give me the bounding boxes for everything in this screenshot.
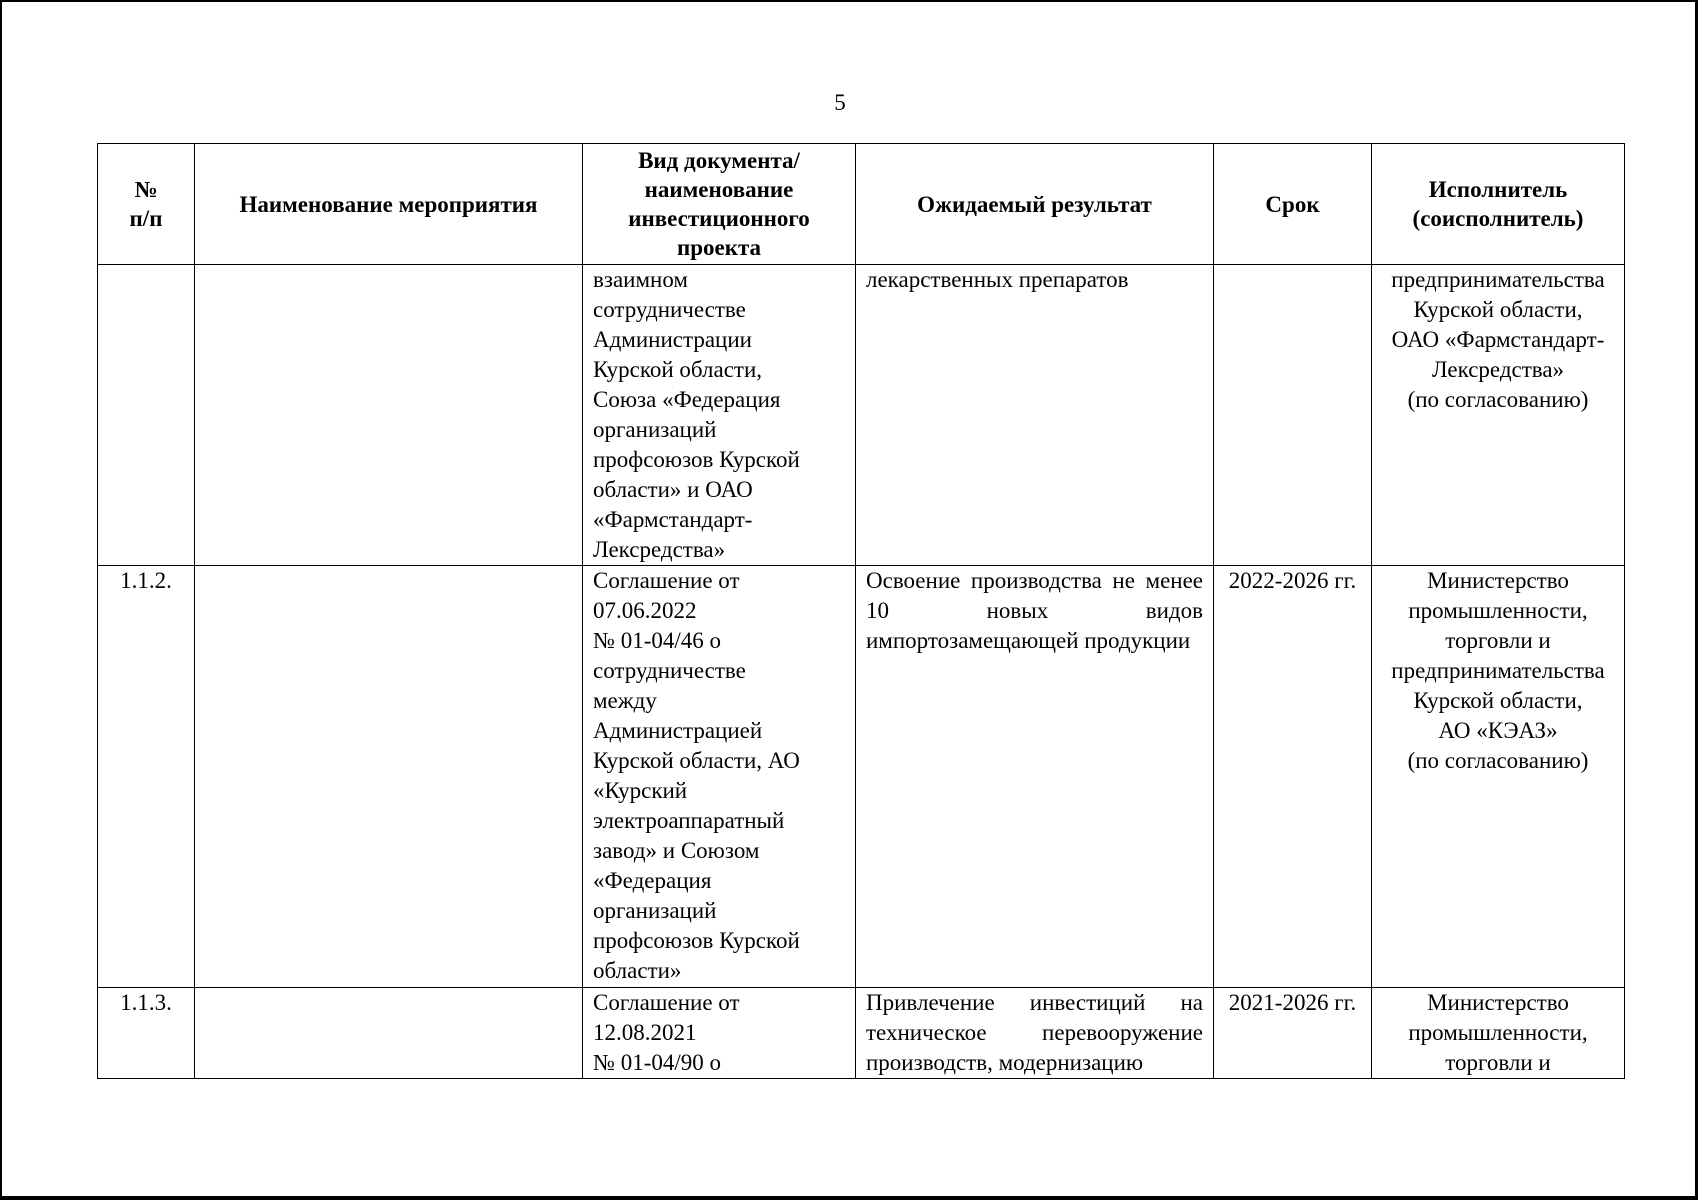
cell-event-name bbox=[195, 265, 583, 566]
header-expected-result: Ожидаемый результат bbox=[856, 144, 1214, 265]
cell-term: 2022-2026 гг. bbox=[1214, 566, 1372, 988]
cell-number: 1.1.2. bbox=[98, 566, 195, 988]
header-document-type: Вид документа/ наименование инвестиционного проекта bbox=[583, 144, 856, 265]
table-row bbox=[98, 988, 1625, 1079]
cell-number bbox=[98, 265, 195, 566]
header-event-name: Наименование мероприятия bbox=[195, 144, 583, 265]
cell-document: Соглашение от 07.06.2022 № 01-04/46 о сотрудничестве между Администрацией Курской области, АО «Курский электроаппаратный завод» и Союзом «Федерация организаций профсоюзов Курской области» bbox=[583, 566, 856, 988]
table-row bbox=[98, 265, 1625, 566]
header-term: Срок bbox=[1214, 144, 1372, 265]
table-row bbox=[98, 566, 1625, 988]
cell-document: Соглашение от 12.08.2021 № 01-04/90 о bbox=[583, 988, 856, 1079]
cell-number: 1.1.3. bbox=[98, 988, 195, 1079]
cell-executor: Министерство промышленности, торговли и предпринимательства Курской области, АО «КЭАЗ» (по согласованию) bbox=[1372, 566, 1625, 988]
header-number: № п/п bbox=[98, 144, 195, 265]
page-border-bottom bbox=[0, 1196, 1698, 1200]
cell-term: 2021-2026 гг. bbox=[1214, 988, 1372, 1079]
cell-executor: Министерство промышленности, торговли и bbox=[1372, 988, 1625, 1079]
cell-result: Освоение производства не менее 10 новых видов импортозамещающей продукции bbox=[856, 566, 1214, 988]
header-executor: Исполнитель (соисполнитель) bbox=[1372, 144, 1625, 265]
table-header-row bbox=[98, 144, 1625, 265]
cell-executor: предпринимательства Курской области, ОАО «Фармстандарт- Лексредства» (по согласованию) bbox=[1372, 265, 1625, 566]
cell-term bbox=[1214, 265, 1372, 566]
page-border-top bbox=[0, 0, 1698, 2]
page-border-left bbox=[0, 0, 2, 1200]
cell-document: взаимном сотрудничестве Администрации Курской области, Союза «Федерация организаций профсоюзов Курской области» и ОАО «Фармстандарт- Лексредства» bbox=[583, 265, 856, 566]
cell-result: лекарственных препаратов bbox=[856, 265, 1214, 566]
cell-event-name bbox=[195, 988, 583, 1079]
cell-result: Привлечение инвестиций на техническое перевооружение производств, модернизацию bbox=[856, 988, 1214, 1079]
page-number: 5 bbox=[834, 90, 846, 115]
action-plan-table bbox=[97, 143, 1625, 1079]
cell-event-name bbox=[195, 566, 583, 988]
